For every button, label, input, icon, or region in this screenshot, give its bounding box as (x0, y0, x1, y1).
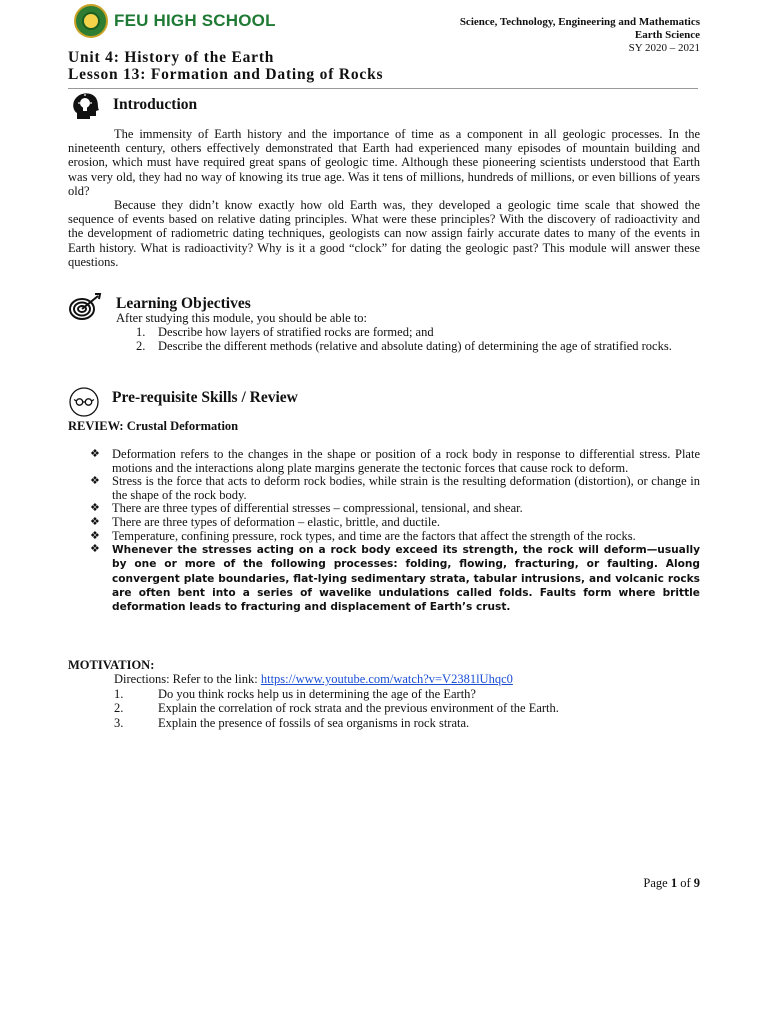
bullet-diamond-icon: ❖ (90, 448, 100, 460)
list-item (136, 339, 700, 353)
prereq-title: Pre-requisite Skills / Review (112, 389, 298, 406)
bullet-text: Deformation refers to the changes in the shape or position of a rock body in response to differential stress. Plate motions and the interactions along plate margins generate the tectonic forces that cause rock to deform. (112, 447, 700, 475)
bullet-text: Whenever the stresses acting on a rock body exceed its strength, the rock will deform—usually by one or more of the following processes: folding, flowing, fracturing, or faulting. Along convergent plate boundaries, flat-lying sedimentary strata, tabular intrusions, and volcanic rocks are often bent into a series of wavelike undulations called folds. Faults form where brittle deformation leads to fracturing and displacement of Earth’s crust. (112, 544, 700, 613)
head-lightbulb-icon (68, 89, 102, 123)
objectives-intro: After studying this module, you should be able to: (116, 311, 368, 325)
page-current: 1 (670, 876, 678, 890)
unit-heading: Unit 4: History of the Earth (68, 49, 275, 66)
intro-paragraph-1: The immensity of Earth history and the importance of time as a component in all geologic processes. In the nineteenth century, others effectively demonstrated that Earth had experienced many episodes of mountain building and erosion, which must have required great spans of geologic time. Although these pioneering scientists understood that Earth was very old, they had no way of knowing its true age. Was it tens of millions, hundreds of millions, or even billions of years old? (68, 127, 700, 198)
item-number: 2. (136, 339, 146, 353)
school-name: FEU HIGH SCHOOL (114, 11, 276, 30)
review-bullets (90, 448, 700, 614)
page-number (643, 876, 700, 891)
review-heading: REVIEW: Crustal Deformation (68, 419, 239, 433)
list-item (114, 687, 700, 701)
intro-paragraph-2: Because they didn’t know exactly how old Earth was, they developed a geologic time scale that showed the sequence of events based on relative dating principles. What were these principles? With the discovery of radioactivity and the development of radiometric dating techniques, geologists can now assign fairly accurate dates to many of the events in Earth history. What is radioactivity? Why is it a good “clock” for dating the geologic past? This module will answer these questions. (68, 198, 700, 269)
target-icon (68, 292, 102, 326)
item-number: 1. (136, 325, 146, 339)
list-item (90, 543, 700, 614)
lesson-heading: Lesson 13: Formation and Dating of Rocks (68, 66, 384, 83)
list-item (90, 530, 700, 544)
item-text: Do you think rocks help us in determining the age of the Earth? (158, 687, 476, 701)
item-number: 2. (114, 701, 124, 716)
list-item (90, 502, 700, 516)
school-year: SY 2020 – 2021 (628, 42, 700, 54)
introduction-text (68, 127, 700, 269)
item-text: Describe how layers of stratified rocks are formed; and (158, 325, 434, 339)
objectives-title: Learning Objectives (116, 295, 251, 312)
motivation-list (114, 687, 700, 730)
school-logo (74, 4, 108, 38)
item-number: 1. (114, 687, 124, 701)
logo-seal-icon (82, 12, 100, 30)
bullet-text: There are three types of deformation – elastic, brittle, and ductile. (112, 514, 440, 529)
bullet-diamond-icon: ❖ (90, 529, 100, 542)
objectives-list (136, 325, 700, 353)
bullet-diamond-icon: ❖ (90, 475, 100, 488)
motivation-heading: MOTIVATION: (68, 658, 155, 672)
page-total: 9 (693, 876, 700, 890)
strand-label: Science, Technology, Engineering and Mathematics (459, 16, 700, 28)
youtube-link[interactable]: https://www.youtube.com/watch?v=V2381lUhqc0 (260, 672, 513, 686)
of-word: of (680, 876, 691, 890)
item-text: Describe the different methods (relative and absolute dating) of determining the age of stratified rocks. (158, 339, 672, 353)
glasses-icon (68, 386, 102, 420)
item-text: Explain the correlation of rock strata and the previous environment of the Earth. (158, 701, 559, 716)
bullet-text: Temperature, confining pressure, rock types, and time are the factors that affect the strength of the rocks. (112, 528, 636, 543)
motivation-directions (114, 672, 513, 687)
bullet-text: Stress is the force that acts to deform rock bodies, while strain is the resulting deformation (distortion), or change in the shape of the rock body. (112, 474, 700, 502)
header-divider (68, 88, 698, 89)
subject-label: Earth Science (634, 29, 700, 41)
list-item (114, 701, 700, 715)
list-item (136, 325, 700, 339)
list-item (90, 475, 700, 502)
directions-text: Directions: Refer to the link: (114, 672, 261, 686)
page-word: Page (643, 876, 668, 890)
list-item (90, 516, 700, 530)
item-text: Explain the presence of fossils of sea organisms in rock strata. (158, 715, 470, 730)
bullet-diamond-icon: ❖ (90, 502, 100, 515)
unit-title (68, 49, 383, 83)
introduction-title: Introduction (113, 96, 198, 113)
bullet-diamond-icon: ❖ (90, 515, 100, 528)
list-item (114, 716, 700, 730)
bullet-text: There are three types of differential stresses – compressional, tensional, and shear. (112, 501, 523, 516)
item-number: 3. (114, 715, 124, 730)
bullet-diamond-icon: ❖ (90, 543, 100, 556)
list-item (90, 448, 700, 475)
